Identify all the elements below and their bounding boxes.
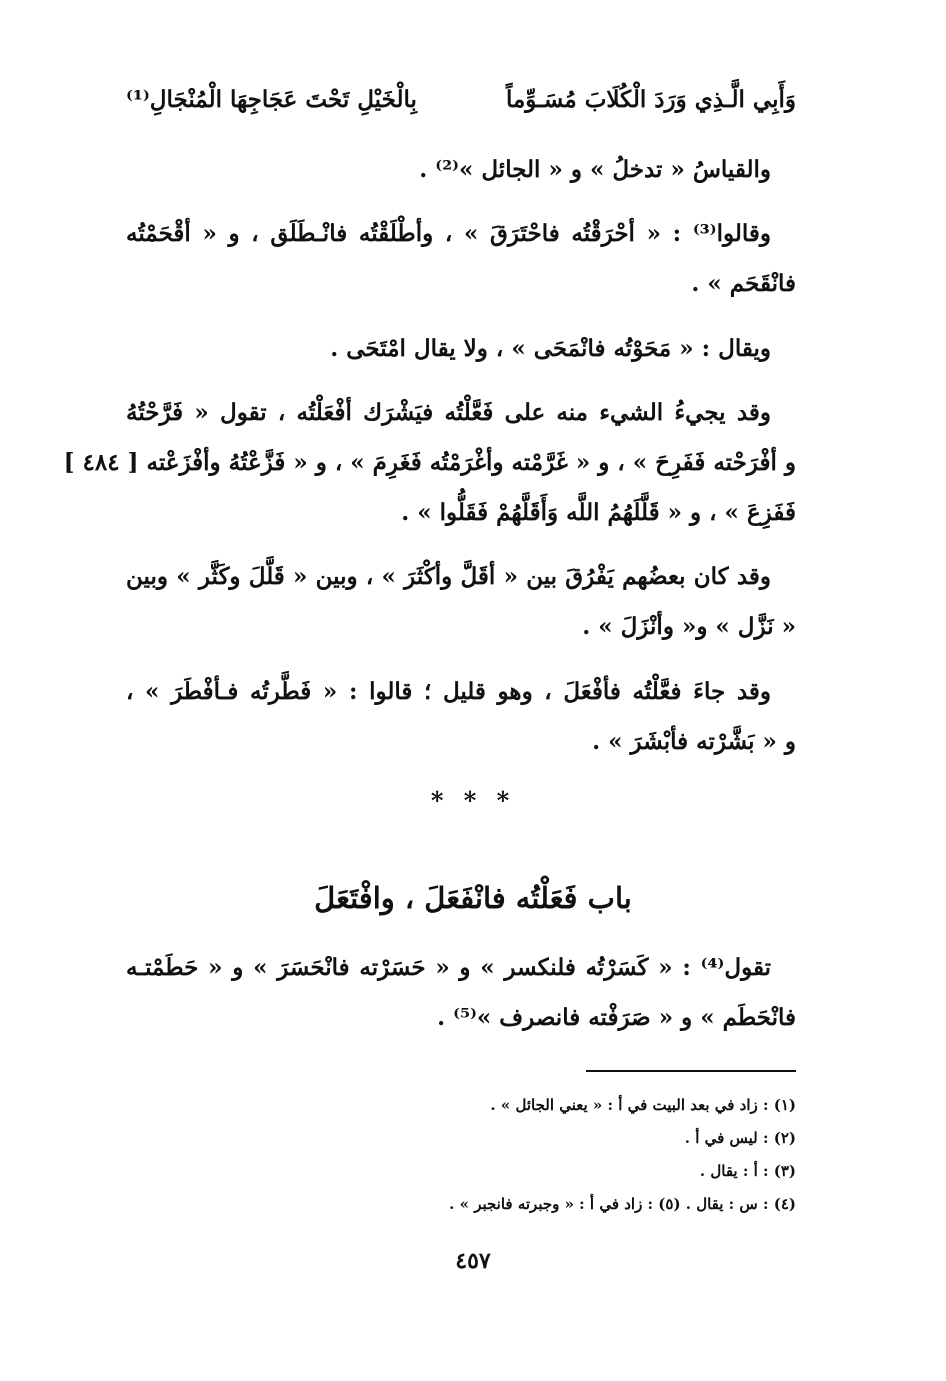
paragraph-line: فَفَزِعَ » ، و « قَلَّلَهُمُ اللَّه وَأَقَلَّهُمْ فَقَلُّوا » . <box>401 499 796 526</box>
paragraph-line: وقد يجيءُ الشيء منه على فَعَّلْتُه فيَشْرَك أفْعَلْتُه ، تقول « فَرَّحْتُهُ <box>126 399 771 426</box>
paragraph-line: وقد كان بعضُهم يَفْرُقَ بين « أقَلَّ وأكْثَرَ » ، وبين « قَلَّلَ وكَثَّر » وبين <box>126 563 771 590</box>
paragraph-line: وقد جاءَ فعَّلْتُه فأفْعَلَ ، وهو قليل ؛ قالوا : « فَطَّرتُه فـأفْطَرَ » ، <box>126 678 771 705</box>
section-line: تقول⁽⁴⁾ : « كَسَرْتُه فلنكسر » و « حَسَرْته فانْحَسَرَ » و « حَطَمْتـه <box>126 954 771 981</box>
page-number: ٤٥٧ <box>455 1248 491 1274</box>
paragraph-line: « نَزَّل » و« وأنْزَلَ » . <box>582 613 796 640</box>
section-heading: باب فَعَلْتُه فانْفَعَلَ ، وافْتَعَلَ <box>314 881 632 915</box>
paragraph-line: و أفْرَحْته فَفَرِحَ » ، و « غَرَّمْته وأغْرَمْتُه فَغَرِمَ » ، و « فَزَّعْتُهُ وأفْزَعْته [ ٤٨٤ ] <box>63 449 796 476</box>
paragraph-line: وقالوا⁽³⁾ : « أحْرَقْتُه فاحْتَرَقَ » ، وأطْلَقْتُه فانْـطَلَق ، و « أقْحَمْتُه <box>126 220 771 247</box>
paragraph-line: و « بَشَّرْته فأبْشَرَ » . <box>592 728 796 755</box>
footnote: (٤) : س : يقال . (٥) : زاد في أ : « وجبرته فانجبر » . <box>449 1195 796 1213</box>
footnote: (٣) : أ : يقال . <box>699 1162 796 1180</box>
footnote-divider <box>586 1070 796 1072</box>
verse-first-hemistich: وَأَبِي الَّـذِي وَرَدَ الْكُلَابَ مُسَـوِّماً <box>505 86 796 113</box>
poetry-verse <box>126 86 796 126</box>
verse-second-hemistich: بِالْخَيْلِ تَحْتَ عَجَاجِهَا الْمُنْجَالِ⁽¹⁾ <box>126 86 417 113</box>
section-line: فانْحَطَم » و « صَرَفْته فانصرف »⁽⁵⁾ . <box>437 1004 796 1031</box>
section-separator: * * * <box>430 786 516 815</box>
footnote: (١) : زاد في بعد البيت في أ : « يعني الجائل » . <box>490 1096 796 1114</box>
paragraph-line: ويقال : « مَحَوْتُه فانْمَحَى » ، ولا يقال امْتَحَى . <box>330 335 771 362</box>
paragraph-line: والقياسُ « تدخلُ » و « الجائل »⁽²⁾ . <box>419 156 771 183</box>
paragraph-line: فانْقَحَم » . <box>691 270 796 297</box>
footnote: (٢) : ليس في أ . <box>684 1129 796 1147</box>
